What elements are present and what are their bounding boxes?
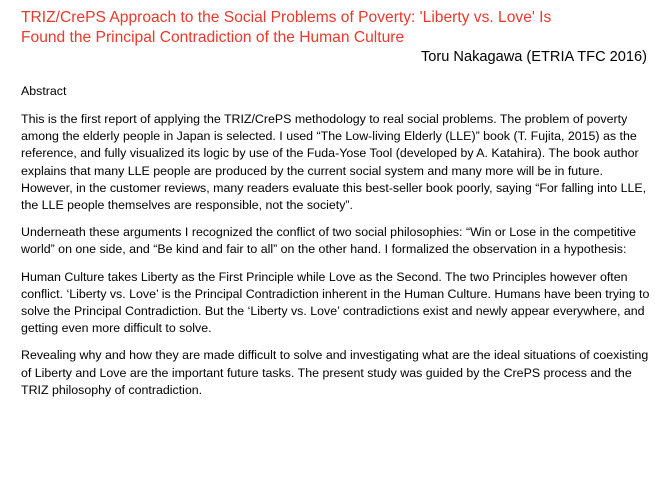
abstract-paragraph-3: Human Culture takes Liberty as the First Principle while Love as the Second. The two Principles however often conflict. ‘Liberty vs. Love’ is the Principal Contradiction inherent in the Human Culture. Humans have been trying to solve the Principal Contradiction. But the ‘Liberty vs. Love’ contradictions exist and newly appear everywhere, and getting even more difficult to solve. [21,269,650,336]
abstract-paragraph-1: This is the first report of applying the TRIZ/CrePS methodology to real social problems. The problem of poverty among the elderly people in Japan is selected. I used “The Low-living Elderly (LLE)” book (T. Fujita, 2015) as the reference, and fully visualized its logic by use of the Fuda-Yose Tool (developed by A. Katahira). The book author explains that many LLE people are produced by the current social system and many more will be in future. However, in the customer reviews, many readers evaluate this best-seller book poorly, saying “For falling into LLE, the LLE people themselves are responsible, not the society”. [21,112,647,213]
author-line: Toru Nakagawa (ETRIA TFC 2016) [420,49,647,65]
title-line-2: Found the Principal Contradiction of the Human Culture [21,29,405,46]
abstract-paragraph-4: Revealing why and how they are made difficult to solve and investigating what are the ideal situations of coexisting of Liberty and Love are the important future tasks. The present study was guided by the CrePS process and the TRIZ philosophy of contradiction. [21,348,649,397]
document-title [21,8,653,48]
title-line-1: TRIZ/CrePS Approach to the Social Problems of Poverty: 'Liberty vs. Love' Is [21,9,552,26]
abstract-heading: Abstract [21,84,67,98]
abstract-paragraph-2: Underneath these arguments I recognized the conflict of two social philosophies: “Win or Lose in the competitive world” on one side, and “Be kind and fair to all” on the other hand. I formalized the observation in a hypothesis: [21,225,637,257]
document-page [21,8,653,399]
